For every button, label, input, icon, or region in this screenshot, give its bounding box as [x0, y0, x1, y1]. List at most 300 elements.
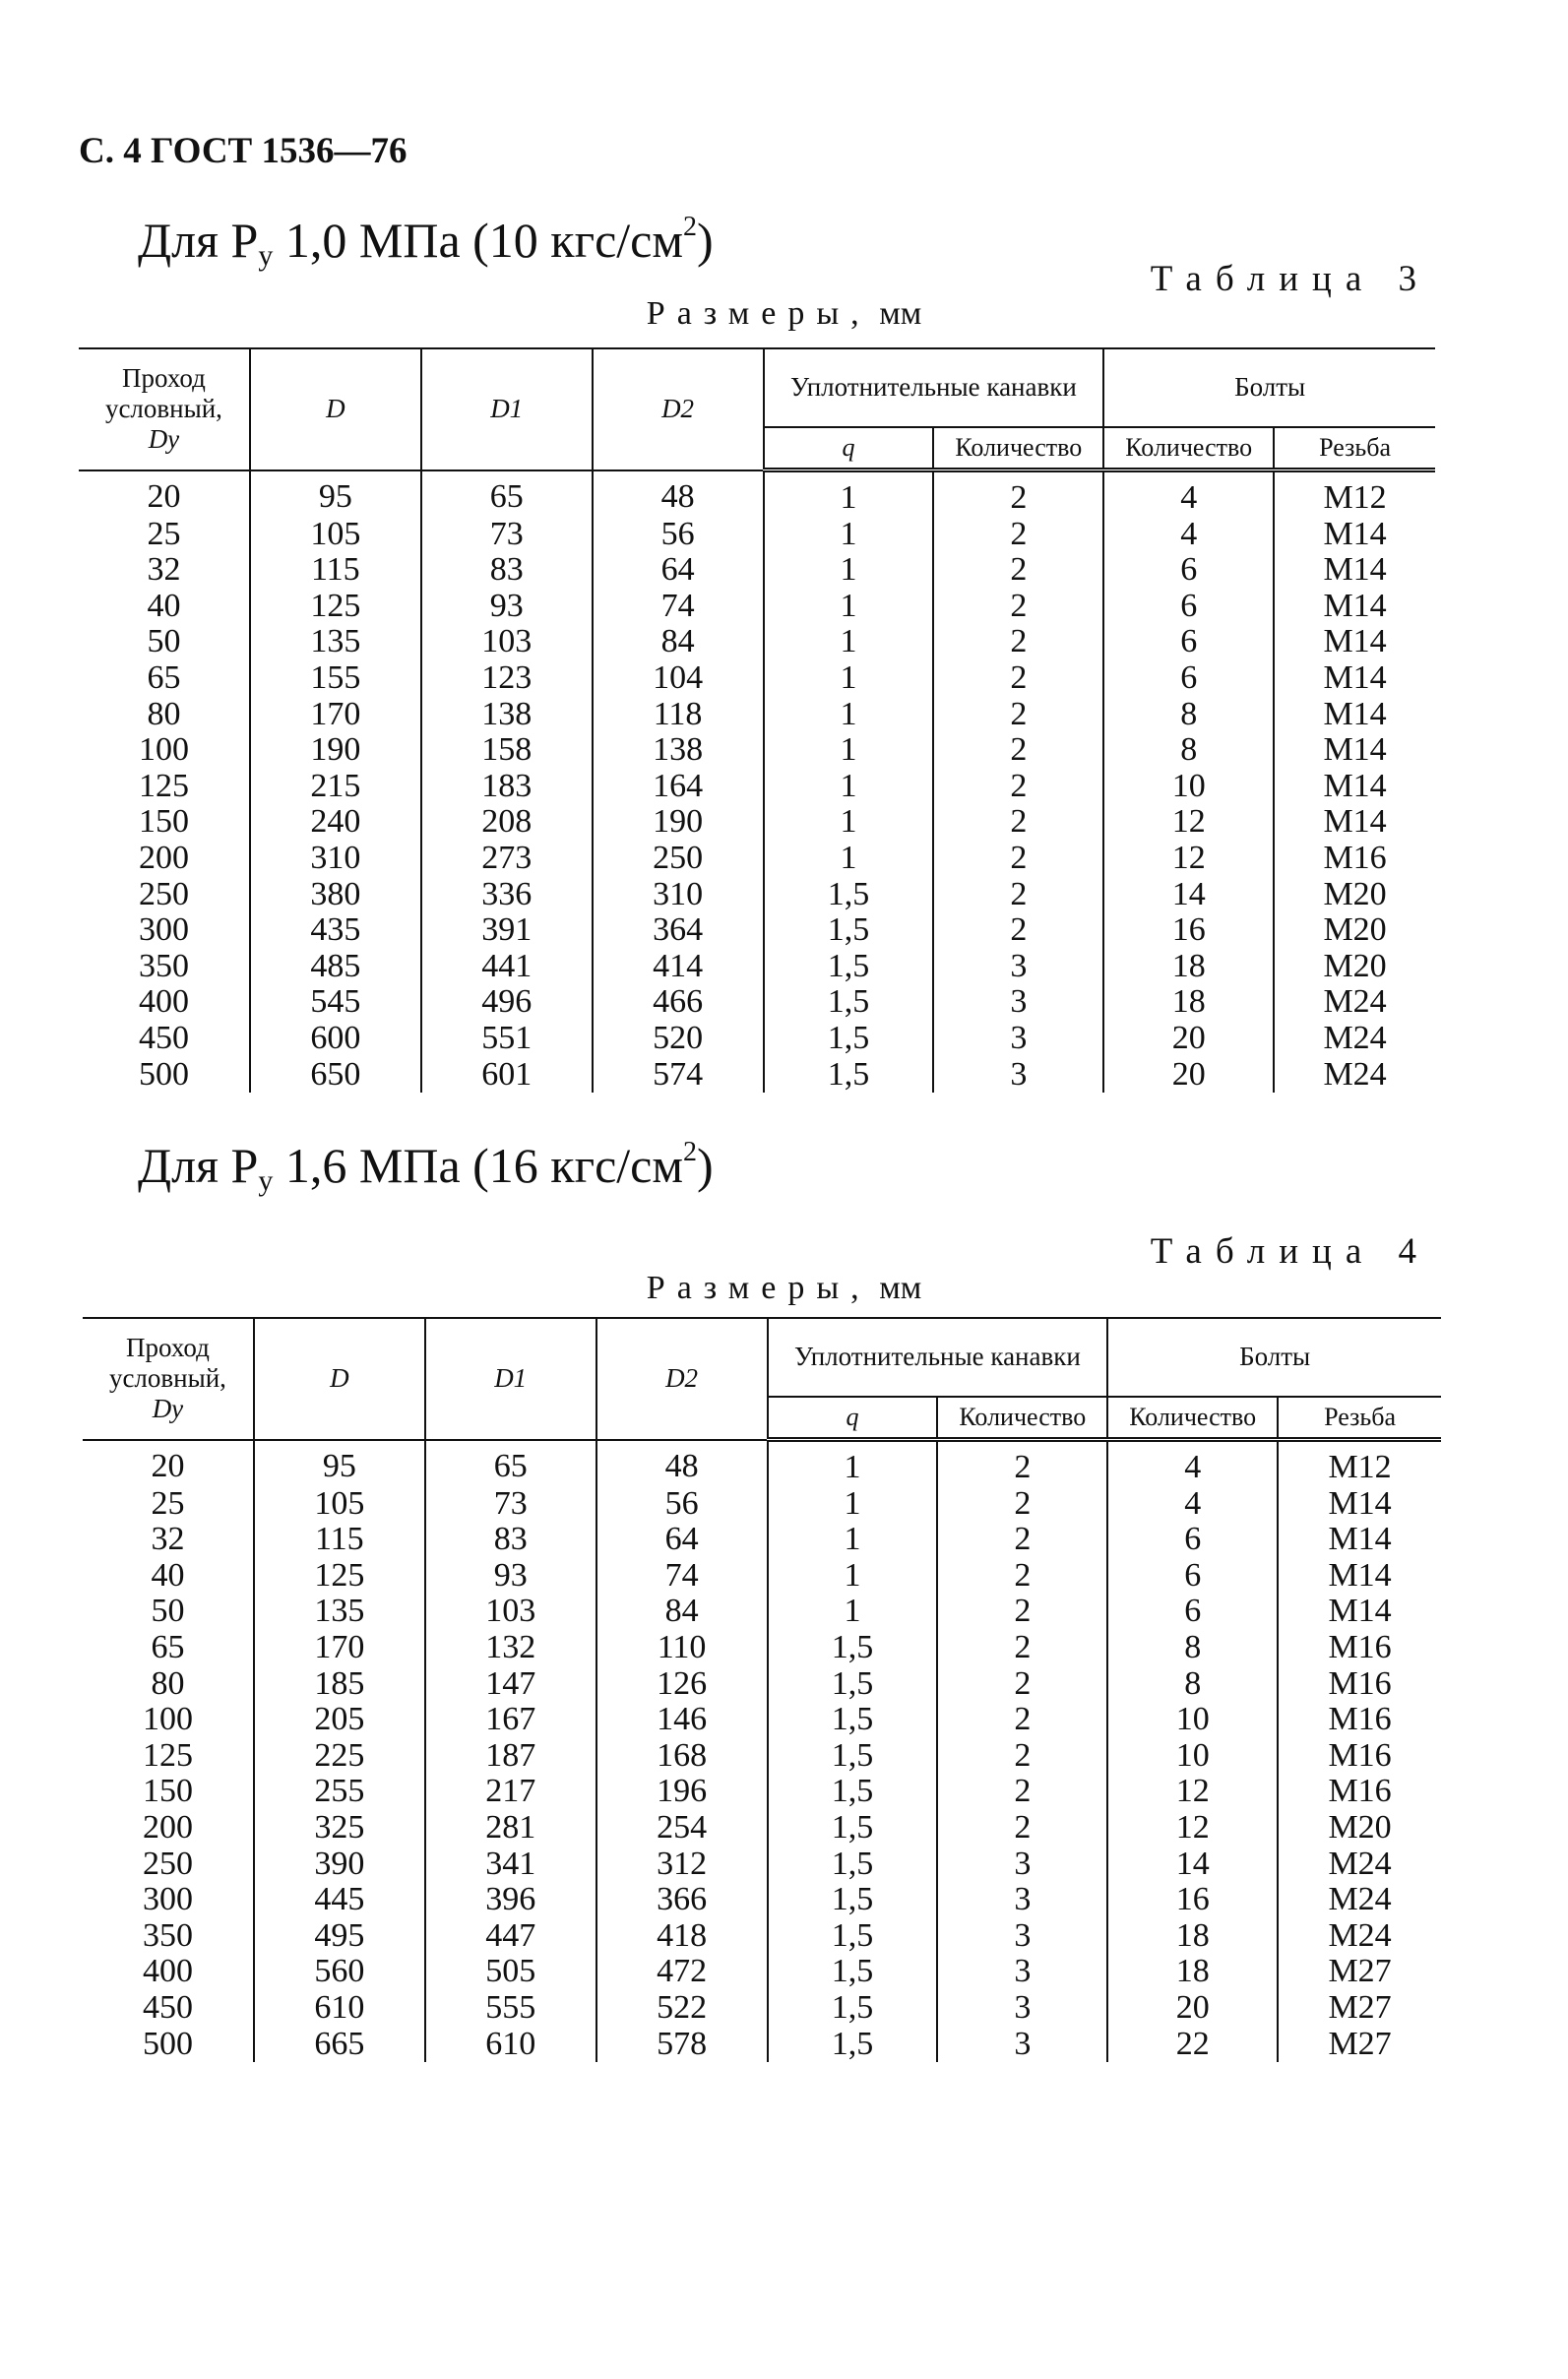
cell-grooves-qty: 3	[937, 1990, 1107, 2027]
cell-d2: 472	[596, 1954, 768, 1990]
table-row	[79, 732, 1435, 769]
cell-q: 1,5	[768, 1918, 938, 1955]
cell-d2: 74	[596, 1558, 768, 1595]
cell-grooves-qty: 2	[937, 1558, 1107, 1595]
table-row	[79, 769, 1435, 805]
cell-bolts-qty: 16	[1107, 1882, 1278, 1918]
cell-d: 610	[254, 1990, 425, 2027]
col-header-bolts: Болты	[1103, 348, 1435, 427]
cell-grooves-qty: 2	[933, 841, 1103, 877]
cell-passage: 32	[83, 1522, 254, 1558]
dimensions-label-1	[0, 295, 1568, 333]
cell-thread: M24	[1328, 1845, 1392, 1882]
cell-d2: 56	[593, 517, 764, 553]
cell-bolts-qty: 8	[1107, 1666, 1278, 1703]
cell-thread: M27	[1328, 1953, 1392, 1990]
cell-q: 1	[764, 697, 934, 733]
table-row	[83, 1666, 1441, 1703]
cell-d1: 273	[421, 841, 593, 877]
col-header-bolts: Болты	[1107, 1318, 1441, 1397]
cell-q: 1,5	[768, 1882, 938, 1918]
cell-passage: 150	[79, 804, 250, 841]
cell-q: 1,5	[768, 1774, 938, 1810]
passage-symbol: Dy	[152, 1394, 184, 1424]
cell-d2: 48	[593, 470, 764, 517]
table-row	[79, 589, 1435, 625]
cell-passage: 150	[83, 1774, 254, 1810]
cell-d2: 414	[593, 949, 764, 985]
cell-d1: 447	[425, 1918, 596, 1955]
cell-thread: M16	[1323, 839, 1387, 876]
cell-d1: 441	[421, 949, 593, 985]
cell-q: 1	[764, 769, 934, 805]
cell-bolts-qty: 6	[1107, 1594, 1278, 1630]
heading-text-mid: 1,0 МПа (10 кгс/см	[273, 213, 684, 268]
cell-d2: 364	[593, 912, 764, 949]
col-header-q: q	[768, 1397, 938, 1440]
col-header-grooves: Уплотнительные канавки	[764, 348, 1104, 427]
cell-d2: 64	[596, 1522, 768, 1558]
cell-thread: M14	[1323, 658, 1387, 696]
cell-d1: 183	[421, 769, 593, 805]
cell-d: 215	[250, 769, 421, 805]
cell-bolts-qty: 6	[1103, 552, 1274, 589]
cell-grooves-qty: 2	[933, 624, 1103, 660]
col-header-grooves-qty: Количество	[933, 427, 1103, 470]
cell-grooves-qty: 3	[933, 1057, 1103, 1094]
cell-bolts-qty: 10	[1107, 1738, 1278, 1775]
passage-symbol: Dy	[148, 424, 180, 455]
cell-bolts-qty: 12	[1107, 1774, 1278, 1810]
cell-q: 1	[768, 1594, 938, 1630]
cell-d2: 74	[593, 589, 764, 625]
table-body-2	[83, 1440, 1441, 2063]
cell-d2: 190	[593, 804, 764, 841]
cell-grooves-qty: 2	[937, 1774, 1107, 1810]
table-row	[79, 517, 1435, 553]
cell-d: 170	[254, 1630, 425, 1666]
cell-d1: 138	[421, 697, 593, 733]
cell-q: 1,5	[768, 1630, 938, 1666]
table-row	[79, 877, 1435, 913]
cell-passage: 50	[79, 624, 250, 660]
table-row	[83, 1847, 1441, 1883]
cell-thread: M14	[1328, 1593, 1392, 1630]
table-row	[79, 697, 1435, 733]
cell-d1: 73	[421, 517, 593, 553]
table-row	[83, 1882, 1441, 1918]
cell-d: 95	[254, 1440, 425, 1486]
cell-thread: M20	[1328, 1808, 1392, 1846]
cell-grooves-qty: 3	[933, 984, 1103, 1021]
cell-d1: 551	[421, 1021, 593, 1057]
cell-passage: 400	[79, 984, 250, 1021]
cell-d1: 336	[421, 877, 593, 913]
col-header-passage	[83, 1318, 254, 1440]
cell-grooves-qty: 2	[933, 912, 1103, 949]
cell-q: 1,5	[768, 1738, 938, 1775]
cell-d1: 610	[425, 2027, 596, 2063]
cell-passage: 200	[79, 841, 250, 877]
table-row	[79, 912, 1435, 949]
cell-d1: 167	[425, 1702, 596, 1738]
cell-d2: 520	[593, 1021, 764, 1057]
cell-bolts-qty: 6	[1103, 624, 1274, 660]
cell-q: 1	[768, 1558, 938, 1595]
cell-grooves-qty: 3	[937, 1954, 1107, 1990]
heading-text-pre: Для P	[138, 1138, 259, 1193]
col-header-q: q	[764, 427, 934, 470]
cell-d2: 310	[593, 877, 764, 913]
cell-passage: 50	[83, 1594, 254, 1630]
cell-q: 1,5	[768, 1810, 938, 1847]
col-header-grooves-qty: Количество	[937, 1397, 1107, 1440]
cell-grooves-qty: 2	[937, 1594, 1107, 1630]
cell-bolts-qty: 10	[1107, 1702, 1278, 1738]
cell-bolts-qty: 20	[1107, 1990, 1278, 2027]
cell-grooves-qty: 3	[937, 1918, 1107, 1955]
page-header: С. 4 ГОСТ 1536—76	[79, 131, 408, 171]
heading-text-post: )	[697, 213, 714, 268]
cell-thread: M24	[1323, 1055, 1387, 1093]
cell-passage: 500	[79, 1057, 250, 1094]
cell-thread: M14	[1323, 587, 1387, 624]
cell-grooves-qty: 2	[933, 697, 1103, 733]
cell-bolts-qty: 18	[1107, 1918, 1278, 1955]
cell-bolts-qty: 6	[1103, 660, 1274, 697]
cell-thread: M16	[1328, 1628, 1392, 1665]
cell-thread: M14	[1328, 1484, 1392, 1522]
cell-passage: 300	[79, 912, 250, 949]
col-header-thread: Резьба	[1278, 1397, 1441, 1440]
table-row	[83, 1440, 1441, 1486]
cell-thread: M14	[1323, 515, 1387, 552]
cell-q: 1,5	[768, 1847, 938, 1883]
cell-d: 135	[254, 1594, 425, 1630]
cell-d1: 601	[421, 1057, 593, 1094]
cell-passage: 125	[79, 769, 250, 805]
cell-grooves-qty: 2	[933, 517, 1103, 553]
cell-passage: 200	[83, 1810, 254, 1847]
table-body-1	[79, 470, 1435, 1094]
table-row	[83, 1774, 1441, 1810]
cell-q: 1,5	[768, 1702, 938, 1738]
col-header-d1: D1	[425, 1318, 596, 1440]
cell-d: 125	[254, 1558, 425, 1595]
cell-q: 1	[764, 517, 934, 553]
cell-grooves-qty: 2	[933, 732, 1103, 769]
cell-passage: 350	[79, 949, 250, 985]
cell-q: 1,5	[768, 1990, 938, 2027]
cell-bolts-qty: 6	[1103, 589, 1274, 625]
cell-d1: 65	[421, 470, 593, 517]
cell-thread: M14	[1323, 623, 1387, 660]
cell-bolts-qty: 14	[1103, 877, 1274, 913]
cell-d1: 103	[425, 1594, 596, 1630]
heading-superscript: 2	[683, 212, 698, 242]
cell-d2: 48	[596, 1440, 768, 1486]
passage-label: Проход условный,	[104, 363, 222, 424]
cell-d: 155	[250, 660, 421, 697]
table-row	[83, 1702, 1441, 1738]
cell-passage: 40	[79, 589, 250, 625]
cell-thread: M12	[1328, 1449, 1392, 1485]
cell-q: 1,5	[768, 1954, 938, 1990]
cell-d2: 366	[596, 1882, 768, 1918]
cell-bolts-qty: 20	[1103, 1021, 1274, 1057]
table-row	[83, 1918, 1441, 1955]
cell-thread: M14	[1323, 695, 1387, 732]
cell-grooves-qty: 2	[937, 1440, 1107, 1486]
section-heading-1	[138, 212, 714, 273]
cell-thread: M16	[1328, 1736, 1392, 1774]
cell-d1: 341	[425, 1847, 596, 1883]
cell-q: 1	[764, 589, 934, 625]
col-header-bolts-qty: Количество	[1107, 1397, 1278, 1440]
cell-q: 1	[764, 624, 934, 660]
table-label-1: Таблица 3	[1150, 259, 1430, 299]
cell-d2: 196	[596, 1774, 768, 1810]
cell-d: 240	[250, 804, 421, 841]
passage-label: Проход условный,	[108, 1333, 226, 1394]
cell-d1: 505	[425, 1954, 596, 1990]
cell-passage: 100	[83, 1702, 254, 1738]
cell-thread: M20	[1323, 911, 1387, 949]
table-row	[83, 1594, 1441, 1630]
cell-bolts-qty: 18	[1103, 984, 1274, 1021]
cell-grooves-qty: 2	[933, 804, 1103, 841]
table-row	[83, 1630, 1441, 1666]
heading-text-post: )	[697, 1138, 714, 1193]
cell-grooves-qty: 2	[937, 1666, 1107, 1703]
cell-bolts-qty: 20	[1103, 1057, 1274, 1094]
cell-q: 1,5	[764, 1021, 934, 1057]
cell-grooves-qty: 2	[937, 1522, 1107, 1558]
cell-d2: 146	[596, 1702, 768, 1738]
cell-bolts-qty: 10	[1103, 769, 1274, 805]
table-row	[79, 841, 1435, 877]
cell-d: 105	[250, 517, 421, 553]
cell-q: 1,5	[764, 912, 934, 949]
cell-d: 485	[250, 949, 421, 985]
cell-d1: 132	[425, 1630, 596, 1666]
table-row	[79, 470, 1435, 517]
cell-bolts-qty: 14	[1107, 1847, 1278, 1883]
cell-passage: 450	[83, 1990, 254, 2027]
cell-thread: M16	[1328, 1701, 1392, 1738]
cell-passage: 25	[83, 1486, 254, 1523]
cell-bolts-qty: 4	[1107, 1486, 1278, 1523]
col-header-d: D	[254, 1318, 425, 1440]
section-heading-2	[138, 1137, 714, 1198]
cell-passage: 250	[79, 877, 250, 913]
cell-bolts-qty: 4	[1103, 517, 1274, 553]
col-header-thread: Резьба	[1274, 427, 1435, 470]
cell-d2: 168	[596, 1738, 768, 1775]
cell-d2: 56	[596, 1486, 768, 1523]
cell-bolts-qty: 12	[1103, 841, 1274, 877]
cell-d: 105	[254, 1486, 425, 1523]
dimensions-unit: мм	[879, 1270, 922, 1306]
cell-d2: 118	[593, 697, 764, 733]
cell-d1: 93	[421, 589, 593, 625]
cell-grooves-qty: 2	[937, 1702, 1107, 1738]
cell-passage: 65	[79, 660, 250, 697]
cell-bolts-qty: 18	[1107, 1954, 1278, 1990]
cell-d: 665	[254, 2027, 425, 2063]
cell-d: 255	[254, 1774, 425, 1810]
cell-d1: 123	[421, 660, 593, 697]
table-row	[79, 552, 1435, 589]
cell-thread: M14	[1328, 1556, 1392, 1594]
cell-passage: 80	[83, 1666, 254, 1703]
cell-q: 1	[764, 552, 934, 589]
dimensions-word: Размеры,	[646, 1270, 871, 1306]
cell-d1: 217	[425, 1774, 596, 1810]
cell-passage: 250	[83, 1847, 254, 1883]
cell-grooves-qty: 3	[933, 1021, 1103, 1057]
cell-d1: 83	[425, 1522, 596, 1558]
table-row	[83, 1990, 1441, 2027]
heading-text-mid: 1,6 МПа (16 кгс/см	[273, 1138, 684, 1193]
cell-thread: M14	[1323, 731, 1387, 769]
cell-d1: 208	[421, 804, 593, 841]
cell-d2: 466	[593, 984, 764, 1021]
col-header-d: D	[250, 348, 421, 470]
cell-q: 1	[768, 1440, 938, 1486]
cell-q: 1,5	[764, 949, 934, 985]
table-row	[83, 1954, 1441, 1990]
flange-table-2	[83, 1317, 1441, 2062]
cell-d: 95	[250, 470, 421, 517]
heading-superscript: 2	[683, 1137, 698, 1167]
table-row	[83, 1810, 1441, 1847]
flange-table-1	[79, 347, 1435, 1093]
cell-bolts-qty: 6	[1107, 1558, 1278, 1595]
cell-d: 435	[250, 912, 421, 949]
cell-grooves-qty: 3	[937, 1847, 1107, 1883]
cell-q: 1	[768, 1522, 938, 1558]
cell-passage: 65	[83, 1630, 254, 1666]
cell-bolts-qty: 16	[1103, 912, 1274, 949]
cell-d1: 73	[425, 1486, 596, 1523]
cell-d1: 65	[425, 1440, 596, 1486]
cell-thread: M16	[1328, 1773, 1392, 1810]
cell-d2: 522	[596, 1990, 768, 2027]
table-row	[79, 1021, 1435, 1057]
table-row	[79, 660, 1435, 697]
cell-d2: 64	[593, 552, 764, 589]
heading-text-pre: Для P	[138, 213, 259, 268]
cell-q: 1	[764, 841, 934, 877]
cell-d2: 312	[596, 1847, 768, 1883]
table-row	[79, 1057, 1435, 1094]
cell-thread: M14	[1323, 767, 1387, 804]
cell-thread: M20	[1323, 875, 1387, 912]
cell-grooves-qty: 3	[937, 2027, 1107, 2063]
cell-d2: 578	[596, 2027, 768, 2063]
cell-bolts-qty: 18	[1103, 949, 1274, 985]
cell-thread: M14	[1328, 1521, 1392, 1558]
cell-bolts-qty: 6	[1107, 1522, 1278, 1558]
cell-bolts-qty: 8	[1107, 1630, 1278, 1666]
cell-q: 1,5	[764, 877, 934, 913]
cell-passage: 300	[83, 1882, 254, 1918]
cell-bolts-qty: 4	[1107, 1440, 1278, 1486]
cell-q: 1	[768, 1486, 938, 1523]
cell-d: 125	[250, 589, 421, 625]
table-row	[79, 804, 1435, 841]
cell-d2: 574	[593, 1057, 764, 1094]
cell-d: 115	[250, 552, 421, 589]
cell-bolts-qty: 8	[1103, 697, 1274, 733]
cell-thread: M14	[1323, 803, 1387, 841]
table-row	[83, 1522, 1441, 1558]
cell-q: 1,5	[768, 1666, 938, 1703]
cell-d1: 281	[425, 1810, 596, 1847]
cell-grooves-qty: 2	[933, 470, 1103, 517]
cell-d2: 110	[596, 1630, 768, 1666]
cell-d: 190	[250, 732, 421, 769]
cell-d: 560	[254, 1954, 425, 1990]
cell-grooves-qty: 3	[933, 949, 1103, 985]
cell-q: 1,5	[768, 2027, 938, 2063]
cell-d: 650	[250, 1057, 421, 1094]
cell-passage: 350	[83, 1918, 254, 1955]
cell-d2: 104	[593, 660, 764, 697]
cell-passage: 80	[79, 697, 250, 733]
cell-d: 170	[250, 697, 421, 733]
table-row	[79, 624, 1435, 660]
cell-d: 380	[250, 877, 421, 913]
col-header-passage	[79, 348, 250, 470]
cell-d1: 391	[421, 912, 593, 949]
table-label-2: Таблица 4	[1150, 1231, 1430, 1272]
cell-grooves-qty: 2	[937, 1486, 1107, 1523]
dimensions-unit: мм	[879, 295, 922, 332]
cell-thread: M27	[1328, 1988, 1392, 2026]
cell-d: 205	[254, 1702, 425, 1738]
cell-d2: 250	[593, 841, 764, 877]
cell-thread: M12	[1323, 479, 1387, 516]
table-row	[83, 2027, 1441, 2063]
cell-d1: 83	[421, 552, 593, 589]
cell-thread: M24	[1323, 983, 1387, 1021]
cell-d: 390	[254, 1847, 425, 1883]
cell-grooves-qty: 2	[933, 877, 1103, 913]
cell-d1: 93	[425, 1558, 596, 1595]
table-row	[79, 984, 1435, 1021]
cell-d1: 158	[421, 732, 593, 769]
cell-grooves-qty: 2	[933, 769, 1103, 805]
cell-passage: 40	[83, 1558, 254, 1595]
cell-d1: 396	[425, 1882, 596, 1918]
cell-q: 1	[764, 660, 934, 697]
cell-thread: M14	[1323, 551, 1387, 589]
cell-grooves-qty: 2	[937, 1630, 1107, 1666]
cell-grooves-qty: 2	[933, 589, 1103, 625]
cell-d2: 126	[596, 1666, 768, 1703]
cell-thread: M27	[1328, 2025, 1392, 2062]
cell-grooves-qty: 2	[933, 552, 1103, 589]
cell-d2: 84	[593, 624, 764, 660]
cell-passage: 450	[79, 1021, 250, 1057]
cell-passage: 100	[79, 732, 250, 769]
cell-d1: 555	[425, 1990, 596, 2027]
cell-d2: 254	[596, 1810, 768, 1847]
cell-d: 600	[250, 1021, 421, 1057]
cell-grooves-qty: 2	[937, 1810, 1107, 1847]
